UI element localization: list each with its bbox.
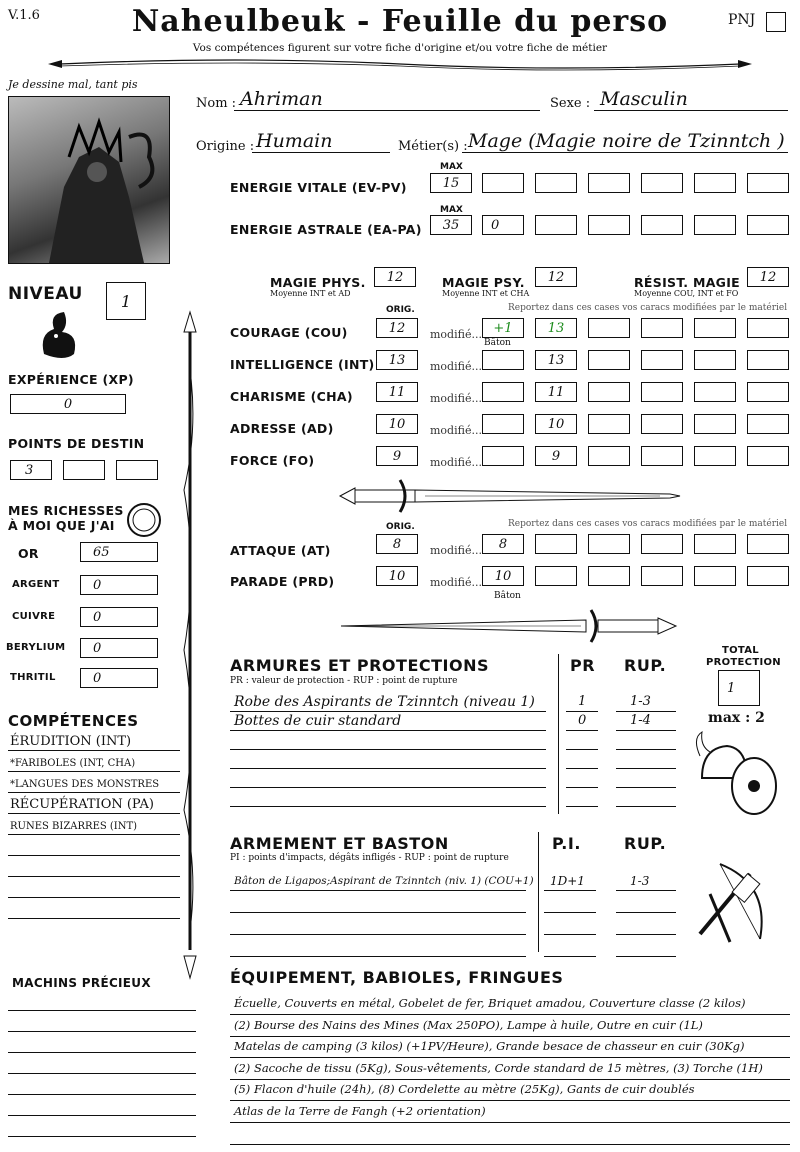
stat-4-label: FORCE (FO) <box>230 453 315 468</box>
stat-1-box-6[interactable] <box>747 350 789 370</box>
competence-line-0 <box>8 750 180 751</box>
armure-rup-line-0 <box>616 711 676 712</box>
ea-box-6[interactable] <box>694 215 736 235</box>
berylium-box[interactable]: 0 <box>80 638 158 658</box>
arme-rup-line-0 <box>616 890 676 891</box>
origine-field[interactable]: Humain <box>256 130 333 152</box>
stat-4-box-4[interactable] <box>641 446 683 466</box>
ea-max-box[interactable]: 35 <box>430 215 472 235</box>
armure-line-5 <box>230 806 546 807</box>
armure-line-2 <box>230 749 546 750</box>
armure-rup[interactable]: 1-4 <box>630 713 651 728</box>
attaque-box-4[interactable] <box>588 534 630 554</box>
ev-box-3[interactable] <box>535 173 577 193</box>
equipement-title: ÉQUIPEMENT, BABIOLES, FRINGUES <box>230 968 564 987</box>
sword-divider-2-icon <box>336 608 686 644</box>
armure-rup-line-5 <box>616 806 676 807</box>
magie-phys-label: MAGIE PHYS. <box>270 275 366 290</box>
arme-pi-line-0 <box>544 890 596 891</box>
stat-3-value-box[interactable]: 10 <box>535 414 577 434</box>
ea-label: ENERGIE ASTRALE (EA-PA) <box>230 222 422 237</box>
machins-line-2 <box>8 1052 196 1053</box>
stat-0-box-5[interactable] <box>694 318 736 338</box>
armure-line-1 <box>230 730 546 731</box>
spear-divider-icon <box>178 310 202 980</box>
stat-1-mod-box[interactable] <box>482 350 524 370</box>
ev-box-6[interactable] <box>694 173 736 193</box>
attaque-modifie: modifié... <box>430 544 482 557</box>
stat-1-value-box[interactable]: 13 <box>535 350 577 370</box>
stat-1-orig-box[interactable]: 13 <box>376 350 418 370</box>
ea-box-3[interactable] <box>535 215 577 235</box>
arme-pi-line-3 <box>544 956 596 957</box>
stat-2-label: CHARISME (CHA) <box>230 389 353 404</box>
armure-rup-line-1 <box>616 730 676 731</box>
armure-pr-line-4 <box>566 787 598 788</box>
ea-current-box[interactable]: 0 <box>482 215 524 235</box>
origine-label: Origine : <box>196 139 255 154</box>
or-box[interactable]: 65 <box>80 542 158 562</box>
stat-1-modifie: modifié... <box>430 360 482 373</box>
ev-box-2[interactable] <box>482 173 524 193</box>
stat-3-mod-box[interactable] <box>482 414 524 434</box>
stat-1-label: INTELLIGENCE (INT) <box>230 357 375 372</box>
machins-line-4 <box>8 1094 196 1095</box>
metier-field[interactable]: Mage (Magie noire de Tzinntch ) <box>468 130 785 152</box>
armure-pr-line-0 <box>566 711 598 712</box>
stat-2-box-6[interactable] <box>747 382 789 402</box>
coin-icon <box>124 500 164 540</box>
competence-line-1 <box>8 771 180 772</box>
destin-box-1[interactable]: 3 <box>10 460 52 480</box>
stat-2-modifie: modifié... <box>430 392 482 405</box>
pnj-checkbox[interactable] <box>766 12 786 32</box>
berylium-label: BERYLIUM <box>6 642 66 653</box>
helmet-shield-icon <box>692 728 782 818</box>
competence-item[interactable]: *FARIBOLES (INT, CHA) <box>10 758 136 769</box>
resist-magie-box[interactable]: 12 <box>747 267 789 287</box>
stats-orig-label: ORIG. <box>386 305 415 315</box>
armement-subtitle: PI : points d'impacts, dégâts infligés - RUP : point de rupture <box>230 853 509 863</box>
equipement-item[interactable]: (2) Bourse des Nains des Mines (Max 250PO), Lampe à huile, Outre en cuir (1L) <box>234 1017 703 1032</box>
equipement-line-3 <box>230 1079 790 1080</box>
magie-psy-note: Moyenne INT et CHA <box>442 289 530 298</box>
ev-box-5[interactable] <box>641 173 683 193</box>
stat-0-label: COURAGE (COU) <box>230 325 348 340</box>
attaque-box-5[interactable] <box>641 534 683 554</box>
competence-line-7 <box>8 897 180 898</box>
equipement-item[interactable]: (5) Flacon d'huile (24h), (8) Cordelette au mètre (25Kg), Gants de cuir doublés <box>234 1082 695 1097</box>
parade-box-3[interactable] <box>535 566 577 586</box>
parade-box-7[interactable] <box>747 566 789 586</box>
stat-2-orig-box[interactable]: 11 <box>376 382 418 402</box>
stats-note: Reportez dans ces cases vos caracs modifiées par le matériel <box>508 303 788 313</box>
arme-pi-line-1 <box>544 912 596 913</box>
parade-note: Bâton <box>494 591 521 601</box>
attaque-box-3[interactable] <box>535 534 577 554</box>
arme-line-3 <box>230 956 526 957</box>
competence-line-8 <box>8 918 180 919</box>
armure-pr-line-1 <box>566 730 598 731</box>
machins-line-1 <box>8 1031 196 1032</box>
armure-rup-line-2 <box>616 749 676 750</box>
stat-2-mod-box[interactable] <box>482 382 524 402</box>
stat-0-orig-box[interactable]: 12 <box>376 318 418 338</box>
sexe-field[interactable]: Masculin <box>600 88 688 110</box>
version-label: V.1.6 <box>8 8 40 23</box>
ea-box-7[interactable] <box>747 215 789 235</box>
stat-0-box-4[interactable] <box>641 318 683 338</box>
portrait-image <box>8 96 170 264</box>
portrait-caption: Je dessine mal, tant pis <box>8 78 138 91</box>
thritil-label: THRITIL <box>10 672 56 683</box>
stat-2-box-4[interactable] <box>641 382 683 402</box>
armure-pr[interactable]: 0 <box>578 713 587 728</box>
cuivre-label: CUIVRE <box>12 611 56 622</box>
destin-label: POINTS DE DESTIN <box>8 436 145 451</box>
parade-value-box[interactable]: 10 <box>482 566 524 586</box>
armure-pr-line-2 <box>566 749 598 750</box>
argent-box[interactable]: 0 <box>80 575 158 595</box>
arme-rup-line-2 <box>616 934 676 935</box>
armure-rup[interactable]: 1-3 <box>630 694 651 709</box>
armure-line-4 <box>230 787 546 788</box>
armement-title: ARMEMENT ET BASTON <box>230 834 449 853</box>
competence-item[interactable]: RUNES BIZARRES (INT) <box>10 821 138 832</box>
armure-name[interactable]: Bottes de cuir standard <box>234 713 402 729</box>
total-protection-box[interactable]: 1 <box>718 670 760 706</box>
machins-line-5 <box>8 1115 196 1116</box>
equipement-line-0 <box>230 1014 790 1015</box>
dragon-icon <box>34 304 84 364</box>
attaque-box-6[interactable] <box>694 534 736 554</box>
competence-line-4 <box>8 834 180 835</box>
parade-box-5[interactable] <box>641 566 683 586</box>
competence-line-5 <box>8 855 180 856</box>
sexe-label: Sexe : <box>550 96 591 111</box>
total-label-1: TOTAL <box>722 645 759 656</box>
magie-phys-note: Moyenne INT et AD <box>270 289 351 298</box>
competence-line-2 <box>8 792 180 793</box>
combat-orig-label: ORIG. <box>386 522 415 532</box>
attaque-orig-box[interactable]: 8 <box>376 534 418 554</box>
parade-modifie: modifié... <box>430 576 482 589</box>
ea-box-5[interactable] <box>641 215 683 235</box>
metier-label: Métier(s) : <box>398 139 468 154</box>
equipement-line-5 <box>230 1122 790 1123</box>
armures-pr-header: PR <box>570 656 596 675</box>
armement-pi-header: P.I. <box>552 834 581 853</box>
equipement-line-4 <box>230 1100 790 1101</box>
competence-item[interactable]: ÉRUDITION (INT) <box>10 734 132 749</box>
armures-rup-header: RUP. <box>624 656 667 675</box>
stat-4-box-5[interactable] <box>694 446 736 466</box>
resist-magie-label: RÉSIST. MAGIE <box>634 275 741 290</box>
armure-rup-line-4 <box>616 787 676 788</box>
parade-label: PARADE (PRD) <box>230 574 335 589</box>
stat-0-value-box[interactable]: 13 <box>535 318 577 338</box>
stat-3-label: ADRESSE (AD) <box>230 421 334 436</box>
stat-0-mod-note: Bâton <box>484 338 511 348</box>
destin-box-2[interactable] <box>63 460 105 480</box>
resist-magie-note: Moyenne COU, INT et FO <box>634 289 739 298</box>
arme-line-1 <box>230 912 526 913</box>
stat-1-box-3[interactable] <box>588 350 630 370</box>
sheet-title: Naheulbeuk - Feuille du perso <box>131 4 669 39</box>
armures-subtitle: PR : valeur de protection - RUP : point de rupture <box>230 676 458 686</box>
stat-3-box-3[interactable] <box>588 414 630 434</box>
ev-box-7[interactable] <box>747 173 789 193</box>
stat-3-orig-box[interactable]: 10 <box>376 414 418 434</box>
machins-line-6 <box>8 1136 196 1137</box>
equipement-item[interactable]: (2) Sacoche de tissu (5Kg), Sous-vêtements, Corde standard de 15 mètres, (3) Torche (1H) <box>234 1060 763 1075</box>
arme-pi[interactable]: 1D+1 <box>550 874 585 888</box>
arme-line-2 <box>230 934 526 935</box>
ev-box-4[interactable] <box>588 173 630 193</box>
armure-line-0 <box>230 711 546 712</box>
parade-orig-box[interactable]: 10 <box>376 566 418 586</box>
arme-rup-line-1 <box>616 912 676 913</box>
stat-3-box-4[interactable] <box>641 414 683 434</box>
stat-4-modifie: modifié... <box>430 456 482 469</box>
total-label-2: PROTECTION <box>706 657 781 668</box>
xp-label: EXPÉRIENCE (XP) <box>8 372 134 387</box>
stat-0-modifie: modifié... <box>430 328 482 341</box>
stat-2-value-box[interactable]: 11 <box>535 382 577 402</box>
equipement-line-2 <box>230 1057 790 1058</box>
stat-2-box-3[interactable] <box>588 382 630 402</box>
stat-0-box-3[interactable] <box>588 318 630 338</box>
machins-line-0 <box>8 1010 196 1011</box>
combat-note: Reportez dans ces cases vos caracs modifiées par le matériel <box>508 519 788 529</box>
niveau-box[interactable]: 1 <box>106 282 146 320</box>
stat-4-mod-box[interactable] <box>482 446 524 466</box>
ev-max-box[interactable]: 15 <box>430 173 472 193</box>
nom-label: Nom : <box>196 96 237 111</box>
argent-label: ARGENT <box>12 579 60 590</box>
competence-item[interactable]: RÉCUPÉRATION (PA) <box>10 797 154 812</box>
richesses-label-1: MES RICHESSES <box>8 503 124 518</box>
armures-title: ARMURES ET PROTECTIONS <box>230 656 489 675</box>
stat-1-box-5[interactable] <box>694 350 736 370</box>
xp-box[interactable]: 0 <box>10 394 126 414</box>
armure-rup-line-3 <box>616 768 676 769</box>
stat-4-box-3[interactable] <box>588 446 630 466</box>
pnj-label: PNJ <box>728 12 756 28</box>
arme-name[interactable]: Bâton de Ligapos;Aspirant de Tzinntch (niv. 1) (COU+1) <box>234 875 534 887</box>
title-flourish <box>40 54 760 74</box>
attaque-value-box[interactable]: 8 <box>482 534 524 554</box>
equipement-line-1 <box>230 1036 790 1037</box>
equipement-item[interactable]: Atlas de la Terre de Fangh (+2 orientation) <box>234 1104 486 1118</box>
magie-psy-box[interactable]: 12 <box>535 267 577 287</box>
cuivre-box[interactable]: 0 <box>80 607 158 627</box>
sheet-subtitle: Vos compétences figurent sur votre fiche d'origine et/ou votre fiche de métier <box>192 42 608 54</box>
ev-max-label: MAX <box>440 162 463 172</box>
magie-phys-box[interactable]: 12 <box>374 267 416 287</box>
armure-pr[interactable]: 1 <box>578 694 587 709</box>
stat-4-box-6[interactable] <box>747 446 789 466</box>
arme-pi-line-2 <box>544 934 596 935</box>
machins-label: MACHINS PRÉCIEUX <box>12 976 151 990</box>
parade-box-6[interactable] <box>694 566 736 586</box>
armure-name[interactable]: Robe des Aspirants de Tzinntch (niveau 1) <box>234 694 535 710</box>
total-max: max : 2 <box>708 710 765 726</box>
arme-rup[interactable]: 1-3 <box>630 874 650 888</box>
stat-2-box-5[interactable] <box>694 382 736 402</box>
stat-3-box-6[interactable] <box>747 414 789 434</box>
armure-pr-line-3 <box>566 768 598 769</box>
weapons-icon <box>690 854 782 946</box>
equipement-item[interactable]: Écuelle, Couverts en métal, Gobelet de fer, Briquet amadou, Couverture classe (2 kilos) <box>234 996 746 1010</box>
richesses-label-2: À MOI QUE J'AI <box>8 518 115 533</box>
competences-label: COMPÉTENCES <box>8 712 139 730</box>
competence-line-6 <box>8 876 180 877</box>
ea-max-label: MAX <box>440 205 463 215</box>
stat-3-box-5[interactable] <box>694 414 736 434</box>
equipement-item[interactable]: Matelas de camping (3 kilos) (+1PV/Heure), Grande besace de chasseur en cuir (30Kg) <box>234 1039 745 1054</box>
niveau-label: NIVEAU <box>8 284 83 304</box>
destin-box-3[interactable] <box>116 460 158 480</box>
parade-box-4[interactable] <box>588 566 630 586</box>
stat-4-value-box[interactable]: 9 <box>535 446 577 466</box>
stat-1-box-4[interactable] <box>641 350 683 370</box>
armure-pr-line-5 <box>566 806 598 807</box>
attaque-box-7[interactable] <box>747 534 789 554</box>
magie-psy-label: MAGIE PSY. <box>442 275 525 290</box>
or-label: OR <box>18 546 39 561</box>
stat-0-box-6[interactable] <box>747 318 789 338</box>
stat-4-orig-box[interactable]: 9 <box>376 446 418 466</box>
armure-line-3 <box>230 768 546 769</box>
stat-3-modifie: modifié... <box>430 424 482 437</box>
ea-box-4[interactable] <box>588 215 630 235</box>
arme-rup-line-3 <box>616 956 676 957</box>
competence-item[interactable]: *LANGUES DES MONSTRES <box>10 779 160 790</box>
thritil-box[interactable]: 0 <box>80 668 158 688</box>
machins-line-3 <box>8 1073 196 1074</box>
attaque-label: ATTAQUE (AT) <box>230 543 331 558</box>
equipement-line-6 <box>230 1144 790 1145</box>
sword-divider-icon <box>330 478 690 514</box>
nom-field[interactable]: Ahriman <box>240 88 323 110</box>
ev-label: ENERGIE VITALE (EV-PV) <box>230 180 407 195</box>
armement-rup-header: RUP. <box>624 834 667 853</box>
competence-line-3 <box>8 813 180 814</box>
stat-0-mod-box[interactable]: +1 <box>482 318 524 338</box>
arme-line-0 <box>230 890 526 891</box>
